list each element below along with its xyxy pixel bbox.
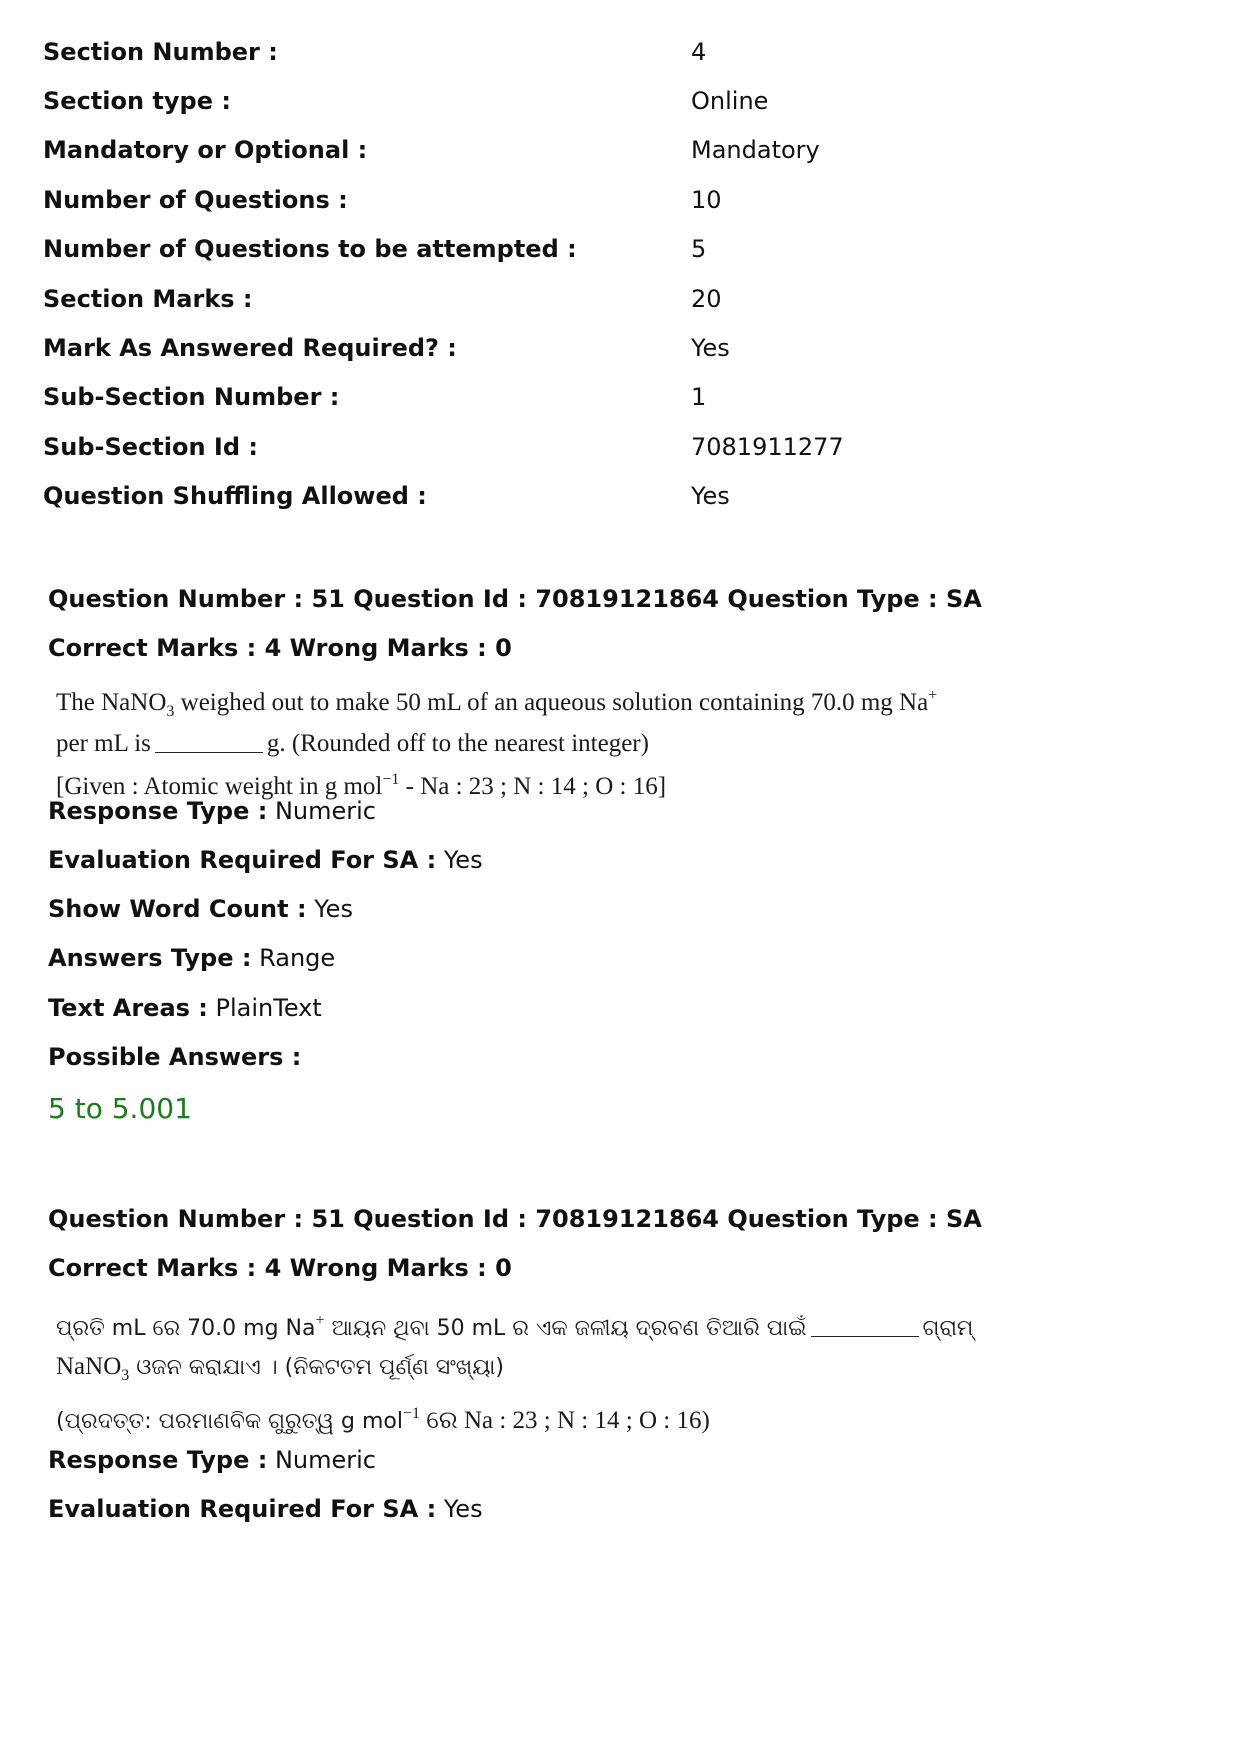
info-row-mark-as-answered xyxy=(43,334,1193,374)
info-value: Yes xyxy=(691,334,730,362)
text-fragment: weighed out to make 50 mL of an aqueous solution containing 70.0 mg Na xyxy=(174,689,929,716)
info-label: Mandatory or Optional : xyxy=(43,136,368,164)
question-header: Question Number : 51 Question Id : 70819121864 Question Type : SA xyxy=(48,1205,982,1233)
question-text-odia xyxy=(56,1302,973,1441)
field-label: Evaluation Required For SA : xyxy=(48,1495,437,1523)
info-value: 7081911277 xyxy=(691,433,844,461)
question-header: Question Number : 51 Question Id : 70819121864 Question Type : SA xyxy=(48,585,982,613)
question-marks: Correct Marks : 4 Wrong Marks : 0 xyxy=(48,634,512,662)
info-label: Mark As Answered Required? : xyxy=(43,334,457,362)
info-value: 20 xyxy=(691,285,722,313)
subscript: 3 xyxy=(166,703,175,720)
info-label: Number of Questions : xyxy=(43,186,348,214)
info-row-section-marks xyxy=(43,285,1193,325)
field-value: Yes xyxy=(314,895,353,923)
answer-blank xyxy=(811,1316,919,1337)
field-label: Response Type : xyxy=(48,797,268,825)
text-areas xyxy=(48,994,322,1022)
field-label: Possible Answers : xyxy=(48,1043,302,1071)
superscript: −1 xyxy=(382,771,400,788)
info-value: 5 xyxy=(691,235,707,263)
possible-answer-value: 5 to 5.001 xyxy=(48,1092,192,1125)
response-type xyxy=(48,797,376,825)
field-value: PlainText xyxy=(215,994,322,1022)
text-fragment: [Given : Atomic weight in g mol xyxy=(56,773,383,800)
text-fragment: The NaNO xyxy=(56,689,167,716)
response-type xyxy=(48,1446,376,1474)
text-fragment: ପ୍ରତି mL ରେ 70.0 mg Na xyxy=(56,1316,316,1341)
evaluation-required xyxy=(48,846,483,874)
text-fragment: ଓଜନ କରାଯାଏ । (ନିକଟତମ ପୂର୍ଣ୍ଣ ସଂଖ୍ୟା) xyxy=(129,1355,504,1380)
subscript: 3 xyxy=(121,1367,130,1384)
info-row-question-shuffling xyxy=(43,482,1193,522)
field-label: Evaluation Required For SA : xyxy=(48,846,437,874)
info-label: Section Marks : xyxy=(43,285,253,313)
text-fragment: (ପ୍ରଦତ୍ତ: ପରମାଣବିକ ଗୁରୁତ୍ୱ g mol xyxy=(56,1409,403,1434)
text-fragment: per mL is xyxy=(56,730,151,757)
superscript: + xyxy=(928,687,938,704)
info-row-number-of-questions xyxy=(43,186,1193,226)
info-value: Online xyxy=(691,87,769,115)
info-row-section-type xyxy=(43,87,1193,127)
question-marks: Correct Marks : 4 Wrong Marks : 0 xyxy=(48,1254,512,1282)
field-label: Response Type : xyxy=(48,1446,268,1474)
question-text-english xyxy=(56,680,937,803)
field-label: Show Word Count : xyxy=(48,895,307,923)
info-label: Section Number : xyxy=(43,38,278,66)
show-word-count xyxy=(48,895,353,923)
field-value: Yes xyxy=(443,1495,483,1523)
text-fragment: ଆୟନ ଥିବା 50 mL ର ଏକ ଜଳୀୟ ଦ୍ରବଣ ତିଆରି ପାଇଁ xyxy=(324,1316,807,1341)
info-label: Question Shuffling Allowed : xyxy=(43,482,427,510)
info-value: Yes xyxy=(691,482,730,510)
info-value: Mandatory xyxy=(691,136,820,164)
answers-type xyxy=(48,944,335,972)
field-value: Numeric xyxy=(274,797,376,825)
text-fragment: g. (Rounded off to the nearest integer) xyxy=(266,730,649,757)
info-value: 10 xyxy=(691,186,722,214)
info-label: Sub-Section Id : xyxy=(43,433,258,461)
info-value: 1 xyxy=(691,383,707,411)
info-label: Number of Questions to be attempted : xyxy=(43,235,577,263)
text-fragment: - Na : 23 ; N : 14 ; O : 16] xyxy=(399,773,667,800)
info-row-section-number xyxy=(43,38,1193,78)
info-row-questions-to-attempt xyxy=(43,235,1193,275)
field-label: Answers Type : xyxy=(48,944,252,972)
info-row-sub-section-id xyxy=(43,433,1193,473)
superscript: + xyxy=(315,1312,325,1329)
superscript: −1 xyxy=(402,1405,420,1422)
info-label: Section type : xyxy=(43,87,231,115)
field-value: Numeric xyxy=(274,1446,376,1474)
answer-blank xyxy=(155,732,263,753)
info-row-mandatory xyxy=(43,136,1193,176)
field-value: Range xyxy=(259,944,336,972)
field-value: Yes xyxy=(443,846,483,874)
info-label: Sub-Section Number : xyxy=(43,383,340,411)
info-row-sub-section-number xyxy=(43,383,1193,423)
text-fragment: ରେ Na : 23 ; N : 14 ; O : 16) xyxy=(419,1407,710,1434)
text-fragment: NaNO xyxy=(56,1353,122,1380)
text-fragment: ଗ୍ରାମ୍ xyxy=(922,1316,974,1341)
possible-answers-label xyxy=(48,1043,301,1071)
info-value: 4 xyxy=(691,38,707,66)
evaluation-required xyxy=(48,1495,483,1523)
field-label: Text Areas : xyxy=(48,994,208,1022)
